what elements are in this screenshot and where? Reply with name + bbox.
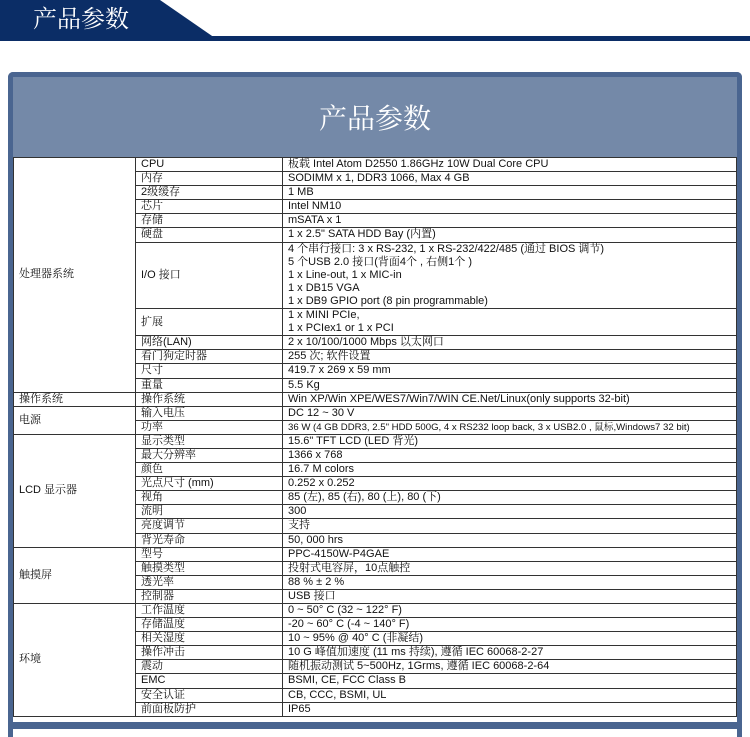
spec-value-line: 0 ~ 50° C (32 ~ 122° F) — [288, 604, 402, 616]
spec-value-line: 255 次; 软件设置 — [288, 350, 371, 363]
spec-value-line: 1 x PCIex1 or 1 x PCI — [288, 322, 394, 335]
spec-value — [283, 547, 737, 561]
spec-value-line: mSATA x 1 — [288, 214, 342, 227]
table-row — [14, 547, 737, 561]
spec-value — [283, 575, 737, 589]
spec-value — [283, 448, 737, 462]
panel-bottom-border — [8, 722, 742, 729]
spec-key: 相关湿度 — [136, 632, 283, 646]
spec-value-line: 36 W (4 GB DDR3, 2.5" HDD 500G, 4 x RS232 loop back, 3 x USB2.0 , 鼠标,Windows7 32 bit) — [288, 421, 690, 433]
spec-key: 亮度调节 — [136, 519, 283, 533]
spec-key: 尺寸 — [136, 364, 283, 378]
spec-value-line: 15.6" TFT LCD (LED 背光) — [288, 434, 419, 447]
spec-value — [283, 660, 737, 674]
spec-value-line: 1 x Line-out, 1 x MIC-in — [288, 268, 402, 281]
spec-value — [283, 158, 737, 172]
spec-value-line: 投射式电容屏，10点触控 — [288, 561, 411, 574]
spec-value-line: 0.252 x 0.252 — [288, 477, 355, 490]
spec-key: 网络(LAN) — [136, 336, 283, 350]
spec-value-line: 4 个串行接口: 3 x RS-232, 1 x RS-232/422/485 (通过 BIOS 调节) — [288, 242, 605, 255]
spec-value-line: PPC-4150W-P4GAE — [288, 547, 390, 560]
spec-value — [283, 604, 737, 618]
spec-value-line: 1 x DB9 GPIO port (8 pin programmable) — [288, 294, 488, 307]
spec-value-line: 5.5 Kg — [288, 378, 320, 391]
spec-value-line: 1366 x 768 — [288, 448, 343, 461]
spec-value-line: 10 G 峰值加速度 (11 ms 持续), 遵循 IEC 60068-2-27 — [288, 646, 544, 659]
spec-value — [283, 618, 737, 632]
spec-value-line: 88 % ± 2 % — [288, 575, 345, 588]
table-row — [14, 604, 737, 618]
spec-value — [283, 336, 737, 350]
spec-key: 安全认证 — [136, 688, 283, 702]
spec-key: CPU — [136, 158, 283, 172]
spec-key: 芯片 — [136, 200, 283, 214]
spec-value-line: 板载 Intel Atom D2550 1.86GHz 10W Dual Core CPU — [288, 158, 549, 170]
spec-key: 操作冲击 — [136, 646, 283, 660]
spec-value — [283, 406, 737, 420]
spec-value — [283, 228, 737, 242]
spec-key: 硬盘 — [136, 228, 283, 242]
spec-value — [283, 463, 737, 477]
group-label: 环境 — [14, 604, 136, 717]
spec-key: 颜色 — [136, 463, 283, 477]
spec-key: 看门狗定时器 — [136, 350, 283, 364]
spec-value — [283, 350, 737, 364]
table-row — [14, 392, 737, 406]
spec-panel — [8, 72, 742, 737]
spec-value — [283, 674, 737, 688]
spec-value-line: 300 — [288, 505, 307, 518]
spec-value-line: 1 x DB15 VGA — [288, 281, 360, 294]
spec-value-line: 50, 000 hrs — [288, 533, 344, 546]
spec-value-line: 419.7 x 269 x 59 mm — [288, 364, 391, 377]
spec-value-line: 1 MB — [288, 186, 314, 199]
spec-value-line: 5 个USB 2.0 接口(背面4个 , 右侧1个 ) — [288, 255, 472, 268]
spec-value-line: 1 x MINI PCIe, — [288, 309, 360, 322]
spec-value — [283, 533, 737, 547]
spec-value — [283, 378, 737, 392]
spec-value — [283, 172, 737, 186]
spec-key: 背光寿命 — [136, 533, 283, 547]
spec-key: 功率 — [136, 420, 283, 434]
spec-value — [283, 214, 737, 228]
spec-key: 存储 — [136, 214, 283, 228]
spec-value — [283, 477, 737, 491]
spec-value-line: 随机振动测试 5~500Hz, 1Grms, 遵循 IEC 60068-2-64 — [288, 660, 550, 673]
spec-key: 流明 — [136, 505, 283, 519]
spec-value-line: 85 (左), 85 (右), 80 (上), 80 (下) — [288, 491, 441, 504]
spec-key: 工作温度 — [136, 604, 283, 618]
spec-value — [283, 420, 737, 434]
spec-table — [13, 157, 737, 717]
spec-value — [283, 589, 737, 603]
spec-key: 内存 — [136, 172, 283, 186]
spec-key: 最大分辨率 — [136, 448, 283, 462]
spec-key: 操作系统 — [136, 392, 283, 406]
spec-value-line: USB 接口 — [288, 589, 336, 602]
spec-value — [283, 434, 737, 448]
spec-key: 震动 — [136, 660, 283, 674]
spec-key: 型号 — [136, 547, 283, 561]
group-label: 电源 — [14, 406, 136, 434]
spec-value-line: 16.7 M colors — [288, 463, 355, 476]
group-label: 触摸屏 — [14, 547, 136, 603]
spec-key: 触摸类型 — [136, 561, 283, 575]
spec-key: 扩展 — [136, 309, 283, 336]
spec-key: 光点尺寸 (mm) — [136, 477, 283, 491]
spec-value-line: DC 12 ~ 30 V — [288, 406, 355, 419]
spec-value — [283, 309, 737, 336]
spec-value-line: Intel NM10 — [288, 200, 342, 213]
spec-key: 输入电压 — [136, 406, 283, 420]
spec-value — [283, 646, 737, 660]
group-label: 处理器系统 — [14, 158, 136, 393]
spec-value — [283, 392, 737, 406]
spec-value — [283, 242, 737, 308]
group-label: 操作系统 — [14, 392, 136, 406]
spec-value-line: SODIMM x 1, DDR3 1066, Max 4 GB — [288, 172, 470, 185]
spec-key: EMC — [136, 674, 283, 688]
spec-key: 控制器 — [136, 589, 283, 603]
spec-key: 前面板防护 — [136, 702, 283, 716]
spec-value-line: IP65 — [288, 702, 311, 715]
spec-key: 显示类型 — [136, 434, 283, 448]
spec-value — [283, 491, 737, 505]
spec-value-line: Win XP/Win XPE/WES7/Win7/WIN CE.Net/Linux(only supports 32-bit) — [288, 392, 630, 405]
spec-value-line: 支持 — [288, 519, 310, 532]
panel-title: 产品参数 — [13, 77, 737, 157]
spec-value — [283, 561, 737, 575]
spec-value — [283, 200, 737, 214]
spec-value-line: 2 x 10/100/1000 Mbps 以太网口 — [288, 336, 444, 349]
spec-value-line: CB, CCC, BSMI, UL — [288, 688, 387, 701]
spec-value — [283, 364, 737, 378]
header-rule — [0, 36, 750, 41]
spec-key: I/O 接口 — [136, 242, 283, 308]
table-row — [14, 158, 737, 172]
table-row — [14, 434, 737, 448]
spec-key: 透光率 — [136, 575, 283, 589]
spec-value-line: BSMI, CE, FCC Class B — [288, 674, 406, 687]
spec-key: 2级缓存 — [136, 186, 283, 200]
spec-value-line: -20 ~ 60° C (-4 ~ 140° F) — [288, 618, 410, 631]
spec-key: 重量 — [136, 378, 283, 392]
spec-key: 视角 — [136, 491, 283, 505]
header-title: 产品参数 — [33, 5, 129, 33]
spec-value — [283, 519, 737, 533]
spec-value — [283, 505, 737, 519]
spec-key: 存储温度 — [136, 618, 283, 632]
table-row — [14, 406, 737, 420]
spec-value-line: 10 ~ 95% @ 40° C (非凝结) — [288, 632, 424, 645]
spec-value — [283, 186, 737, 200]
spec-value — [283, 632, 737, 646]
group-label: LCD 显示器 — [14, 434, 136, 547]
spec-value-line: 1 x 2.5" SATA HDD Bay (内置) — [288, 228, 436, 241]
spec-value — [283, 688, 737, 702]
spec-value — [283, 702, 737, 716]
